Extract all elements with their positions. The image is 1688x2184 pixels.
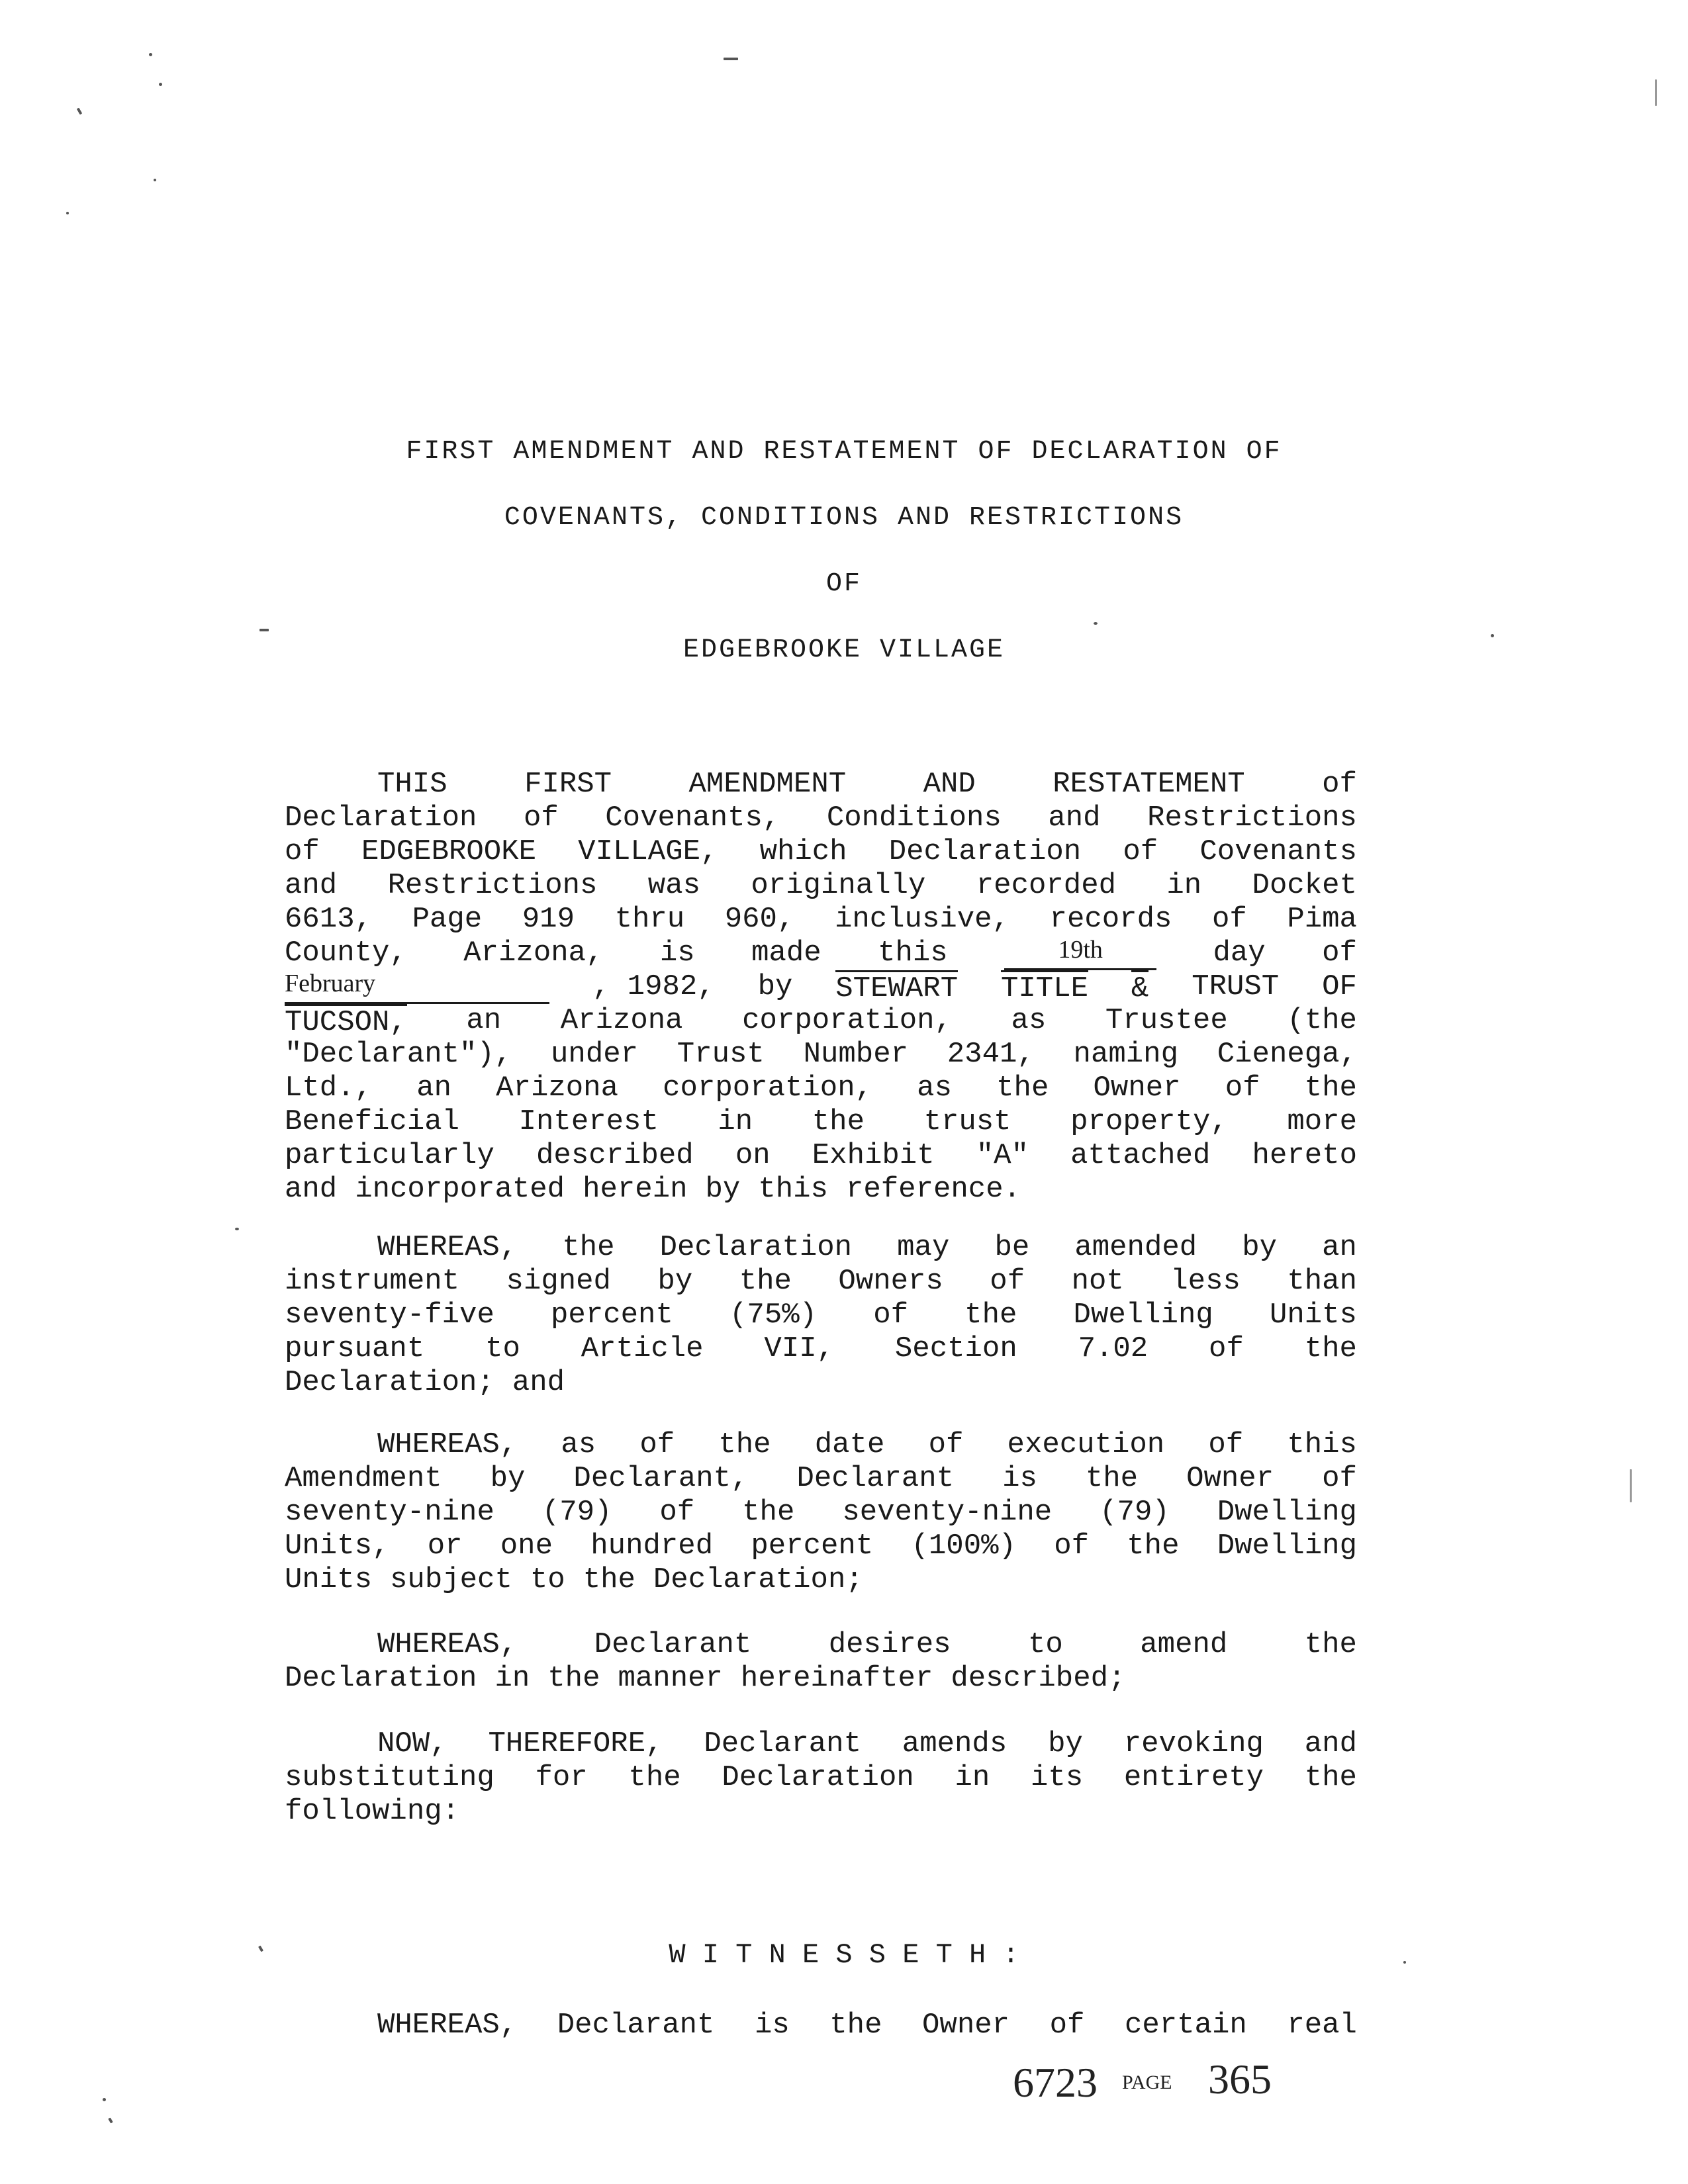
- word: TUCSON,: [285, 1004, 407, 1038]
- word: be: [994, 1231, 1030, 1264]
- word: in: [718, 1105, 753, 1138]
- word: the: [547, 1662, 600, 1695]
- word: the: [829, 2009, 882, 2042]
- word: Arizona: [496, 1071, 618, 1105]
- word: revoking: [1123, 1727, 1264, 1760]
- word: naming: [1073, 1038, 1178, 1071]
- text-line: [285, 869, 1357, 903]
- word: than: [1287, 1265, 1357, 1298]
- word: and: [285, 869, 338, 902]
- word: which: [759, 835, 847, 868]
- word: Units,: [285, 1529, 390, 1563]
- word: certain: [1124, 2009, 1247, 2042]
- word: (the: [1287, 1004, 1357, 1037]
- document-title-line-3: OF: [825, 569, 862, 599]
- word: hundred: [590, 1529, 714, 1563]
- word: "Declarant"),: [285, 1038, 512, 1071]
- word: the: [812, 1105, 865, 1138]
- word: incorporated: [355, 1173, 565, 1206]
- word: &: [1131, 970, 1149, 1004]
- word: Declaration: [285, 1662, 477, 1695]
- word: to: [485, 1332, 520, 1365]
- word: corporation,: [742, 1004, 952, 1037]
- word: of: [1225, 1071, 1260, 1105]
- word: Units: [1269, 1298, 1357, 1332]
- word: of: [639, 1428, 675, 1461]
- word: originally: [751, 869, 926, 902]
- word: Declarant,: [573, 1462, 749, 1495]
- word: Restrictions: [1147, 801, 1357, 835]
- word: trust: [923, 1105, 1011, 1138]
- word: Owner: [1186, 1462, 1274, 1495]
- word: this: [758, 1173, 828, 1206]
- scan-speck: [154, 179, 156, 181]
- word: of: [1209, 1332, 1244, 1365]
- word: Declaration: [285, 801, 477, 835]
- word: manner: [618, 1662, 723, 1695]
- word: percent: [751, 1529, 874, 1563]
- paragraph-1: [285, 768, 1357, 1206]
- word: WHEREAS,: [377, 1231, 518, 1264]
- text-line: [285, 2009, 1357, 2042]
- text-line: [285, 1298, 1357, 1332]
- word: THEREFORE,: [488, 1727, 663, 1760]
- word: NOW,: [377, 1727, 447, 1760]
- scan-speck: [1630, 1469, 1632, 1502]
- word: seventy-five: [285, 1298, 494, 1332]
- word: Trust: [677, 1038, 765, 1071]
- word: WHEREAS,: [377, 1428, 518, 1461]
- word: County,: [285, 936, 407, 970]
- word: Exhibit: [812, 1139, 935, 1172]
- word: for: [535, 1761, 588, 1794]
- word: one: [500, 1529, 553, 1563]
- word: Declaration: [888, 835, 1082, 868]
- word: corporation,: [663, 1071, 873, 1105]
- word: VILLAGE,: [578, 835, 718, 868]
- word: seventy-nine: [285, 1496, 494, 1529]
- word: Dwelling: [1073, 1298, 1213, 1332]
- word: more: [1287, 1105, 1357, 1138]
- word: an: [1322, 1231, 1357, 1264]
- word: may: [897, 1231, 950, 1264]
- scan-speck: [159, 83, 162, 86]
- word: Owner: [1093, 1071, 1181, 1105]
- word: the: [996, 1071, 1049, 1105]
- word: this: [878, 936, 948, 970]
- word: FIRST: [524, 768, 612, 801]
- word: Restrictions: [387, 869, 598, 902]
- text-line: [285, 1462, 1357, 1496]
- word: this: [1287, 1428, 1357, 1461]
- text-line: [285, 1265, 1357, 1298]
- word: amended: [1074, 1231, 1197, 1264]
- word: (79): [1100, 1496, 1170, 1529]
- word: Declaration;: [285, 1366, 494, 1399]
- word: Declaration;: [653, 1563, 863, 1596]
- word: to: [1028, 1628, 1063, 1661]
- text-line: [285, 1628, 1357, 1662]
- word: hereinafter: [740, 1662, 933, 1695]
- scan-speck: [1655, 79, 1657, 106]
- word: signed: [506, 1265, 611, 1298]
- word: to: [530, 1563, 565, 1596]
- word: made: [751, 936, 821, 970]
- text-line: [285, 1038, 1357, 1071]
- word: desires: [828, 1628, 951, 1661]
- word: and: [285, 1173, 338, 1206]
- word: property,: [1070, 1105, 1228, 1138]
- word: reference.: [845, 1173, 1021, 1206]
- text-line: [285, 1139, 1357, 1173]
- word: Dwelling: [1217, 1529, 1357, 1563]
- paragraph-3: [285, 1428, 1357, 1597]
- word: entirety: [1123, 1761, 1264, 1794]
- text-line: [285, 1004, 1357, 1038]
- word: THIS: [377, 768, 447, 801]
- paragraph-2: [285, 1231, 1357, 1400]
- word: TRUST: [1192, 970, 1280, 1003]
- scan-speck: [1094, 622, 1098, 625]
- word: was: [647, 869, 701, 902]
- word: by: [657, 1265, 693, 1298]
- word: 2341,: [947, 1038, 1035, 1071]
- word: particularly: [285, 1139, 494, 1172]
- word: attached: [1070, 1139, 1211, 1172]
- word: of: [1208, 1428, 1244, 1461]
- word: seventy-nine: [842, 1496, 1053, 1529]
- text-line: [285, 1662, 1357, 1696]
- word: Covenants: [1199, 835, 1357, 868]
- word: Interest: [518, 1105, 659, 1138]
- word: RESTATEMENT: [1053, 768, 1245, 801]
- word: Declaration: [659, 1231, 853, 1264]
- word: of: [1322, 768, 1357, 801]
- scan-speck: [108, 2118, 113, 2124]
- word: TITLE: [1001, 970, 1088, 1004]
- word: thru: [614, 903, 685, 936]
- word: Declaration: [722, 1761, 914, 1794]
- month-blank: February: [285, 970, 549, 1004]
- word: (75%): [729, 1298, 818, 1332]
- word: the: [964, 1298, 1017, 1332]
- word: Page: [412, 903, 483, 936]
- word: hereto: [1252, 1139, 1357, 1172]
- word: Arizona: [560, 1004, 683, 1037]
- word: described: [536, 1139, 694, 1172]
- word: OF: [1322, 970, 1357, 1003]
- word: pursuant: [285, 1332, 425, 1365]
- word: 960,: [724, 903, 795, 936]
- word: Owners: [838, 1265, 943, 1298]
- word: an: [466, 1004, 502, 1037]
- text-line: [285, 1428, 1357, 1462]
- docket-number: 6723: [1013, 2059, 1098, 2106]
- word: of: [285, 835, 320, 868]
- word: Pima: [1287, 903, 1357, 936]
- word: Declarant: [594, 1628, 752, 1661]
- text-line: [285, 1105, 1357, 1139]
- word: of: [1322, 936, 1357, 970]
- word: not: [1071, 1265, 1124, 1298]
- word: of: [1054, 1529, 1089, 1563]
- document-title-line-1: FIRST AMENDMENT AND RESTATEMENT OF DECLARATION OF: [406, 437, 1282, 467]
- word: WHEREAS,: [377, 1628, 518, 1661]
- scan-speck: [235, 1228, 239, 1230]
- word: the: [742, 1496, 795, 1529]
- word: in: [494, 1662, 530, 1695]
- word: EDGEBROOKE: [361, 835, 537, 868]
- word: the: [1304, 1332, 1357, 1365]
- word: "A": [976, 1139, 1029, 1172]
- word: 7.02: [1078, 1332, 1149, 1365]
- word: date: [814, 1428, 885, 1461]
- word: amends: [902, 1727, 1008, 1760]
- word: the: [1304, 1628, 1357, 1661]
- word: recorded: [976, 869, 1117, 902]
- word: of: [1322, 1462, 1357, 1495]
- word: the: [583, 1563, 635, 1596]
- word: as: [1011, 1004, 1047, 1037]
- text-line: [285, 1366, 1357, 1400]
- document-title-line-2: COVENANTS, CONDITIONS AND RESTRICTIONS: [504, 503, 1184, 533]
- text-line: [285, 835, 1357, 869]
- word: WHEREAS,: [377, 2009, 518, 2042]
- word: by: [1048, 1727, 1083, 1760]
- word: 919: [522, 903, 575, 936]
- word: records: [1049, 903, 1172, 936]
- word: by: [1242, 1231, 1278, 1264]
- word: of: [523, 801, 559, 835]
- page-number: 365: [1208, 2056, 1272, 2103]
- word: the: [1304, 1761, 1357, 1794]
- scan-speck: [66, 212, 69, 214]
- scan-speck: [77, 108, 82, 115]
- word: VII,: [764, 1332, 835, 1365]
- word: Covenants,: [605, 801, 780, 835]
- word: Arizona,: [463, 936, 604, 970]
- word: by: [705, 1173, 741, 1206]
- text-line-with-day: [285, 936, 1357, 970]
- text-line: [285, 1761, 1357, 1795]
- word: herein: [583, 1173, 688, 1206]
- word: instrument: [285, 1265, 460, 1298]
- word: its: [1030, 1761, 1084, 1794]
- word: Declarant: [704, 1727, 861, 1760]
- word: in: [955, 1761, 990, 1794]
- text-line: [285, 1795, 1357, 1829]
- word: execution: [1007, 1428, 1165, 1461]
- text-line: [285, 768, 1357, 801]
- text-line: [285, 1727, 1357, 1761]
- paragraph-4: [285, 1628, 1357, 1696]
- word: by: [757, 970, 793, 1003]
- word: Section: [894, 1332, 1017, 1365]
- word: the: [1085, 1462, 1139, 1495]
- text-line: [285, 801, 1357, 835]
- word: is: [754, 2009, 790, 2042]
- text-line-with-month: [285, 970, 1357, 1004]
- word: of: [990, 1265, 1025, 1298]
- text-line: [285, 1071, 1357, 1105]
- word: Declarant: [557, 2009, 715, 2042]
- witnesseth-heading: W I T N E S S E T H :: [669, 1939, 1019, 1971]
- word: real: [1287, 2009, 1357, 2042]
- word: AND: [923, 768, 976, 801]
- page-label: PAGE: [1122, 2071, 1172, 2093]
- word: inclusive,: [834, 903, 1009, 936]
- word: on: [735, 1139, 771, 1172]
- word: percent: [551, 1298, 673, 1332]
- text-line: [285, 1332, 1357, 1366]
- word: of: [928, 1428, 964, 1461]
- word: Amendment: [285, 1462, 442, 1495]
- text-line: [285, 1563, 1357, 1597]
- scan-speck: [724, 58, 738, 60]
- word: AMENDMENT: [688, 768, 847, 801]
- word: and: [1304, 1727, 1357, 1760]
- word: Number: [803, 1038, 909, 1071]
- word: Ltd.,: [285, 1071, 373, 1105]
- word: in: [1166, 869, 1202, 902]
- paragraph-6: [285, 2009, 1357, 2042]
- word: Owner: [922, 2009, 1010, 2042]
- word: less: [1170, 1265, 1241, 1298]
- text-line: [285, 1173, 1357, 1206]
- word: and: [1048, 801, 1101, 835]
- word: or: [427, 1529, 463, 1563]
- word: the: [1127, 1529, 1180, 1563]
- word: Docket: [1252, 869, 1357, 902]
- word: (79): [541, 1496, 612, 1529]
- word: Article: [581, 1332, 704, 1365]
- word: the: [1304, 1071, 1357, 1105]
- word: 6613,: [285, 903, 373, 936]
- word: Trustee: [1105, 1004, 1228, 1037]
- word: Cienega,: [1217, 1038, 1357, 1071]
- word: Conditions: [826, 801, 1002, 835]
- day-blank: 19th: [1004, 936, 1156, 970]
- word: by: [490, 1462, 526, 1495]
- word: of: [659, 1496, 695, 1529]
- word: as: [917, 1071, 952, 1105]
- word: the: [718, 1428, 771, 1461]
- word: is: [659, 936, 695, 970]
- scan-speck: [103, 2098, 106, 2101]
- word: Beneficial: [285, 1105, 460, 1138]
- word: as: [561, 1428, 596, 1461]
- word: amend: [1140, 1628, 1228, 1661]
- word: Declarant: [796, 1462, 955, 1495]
- word: and: [512, 1366, 565, 1399]
- word: the: [562, 1231, 615, 1264]
- word: described;: [951, 1662, 1126, 1695]
- scan-speck: [149, 53, 152, 56]
- word: an: [416, 1071, 451, 1105]
- word: the: [739, 1265, 792, 1298]
- word: under: [551, 1038, 639, 1071]
- word: is: [1002, 1462, 1037, 1495]
- word: subject: [390, 1563, 512, 1596]
- word: the: [628, 1761, 681, 1794]
- text-line: [285, 1231, 1357, 1265]
- word: STEWART: [835, 970, 958, 1004]
- word: of: [1211, 903, 1247, 936]
- word: (100%): [911, 1529, 1016, 1563]
- word: of: [1123, 835, 1158, 868]
- paragraph-5: [285, 1727, 1357, 1829]
- word: of: [873, 1298, 909, 1332]
- word: following:: [285, 1795, 460, 1828]
- word: of: [1049, 2009, 1085, 2042]
- word: Units: [285, 1563, 373, 1596]
- word: , 1982,: [592, 970, 715, 1003]
- text-line: [285, 1529, 1357, 1563]
- text-line: [285, 1496, 1357, 1529]
- word: substituting: [285, 1761, 494, 1794]
- text-line: [285, 903, 1357, 936]
- document-title-line-4: EDGEBROOKE VILLAGE: [682, 635, 1006, 665]
- scan-speck: [259, 629, 269, 631]
- word: Dwelling: [1217, 1496, 1357, 1529]
- word: day: [1213, 936, 1266, 970]
